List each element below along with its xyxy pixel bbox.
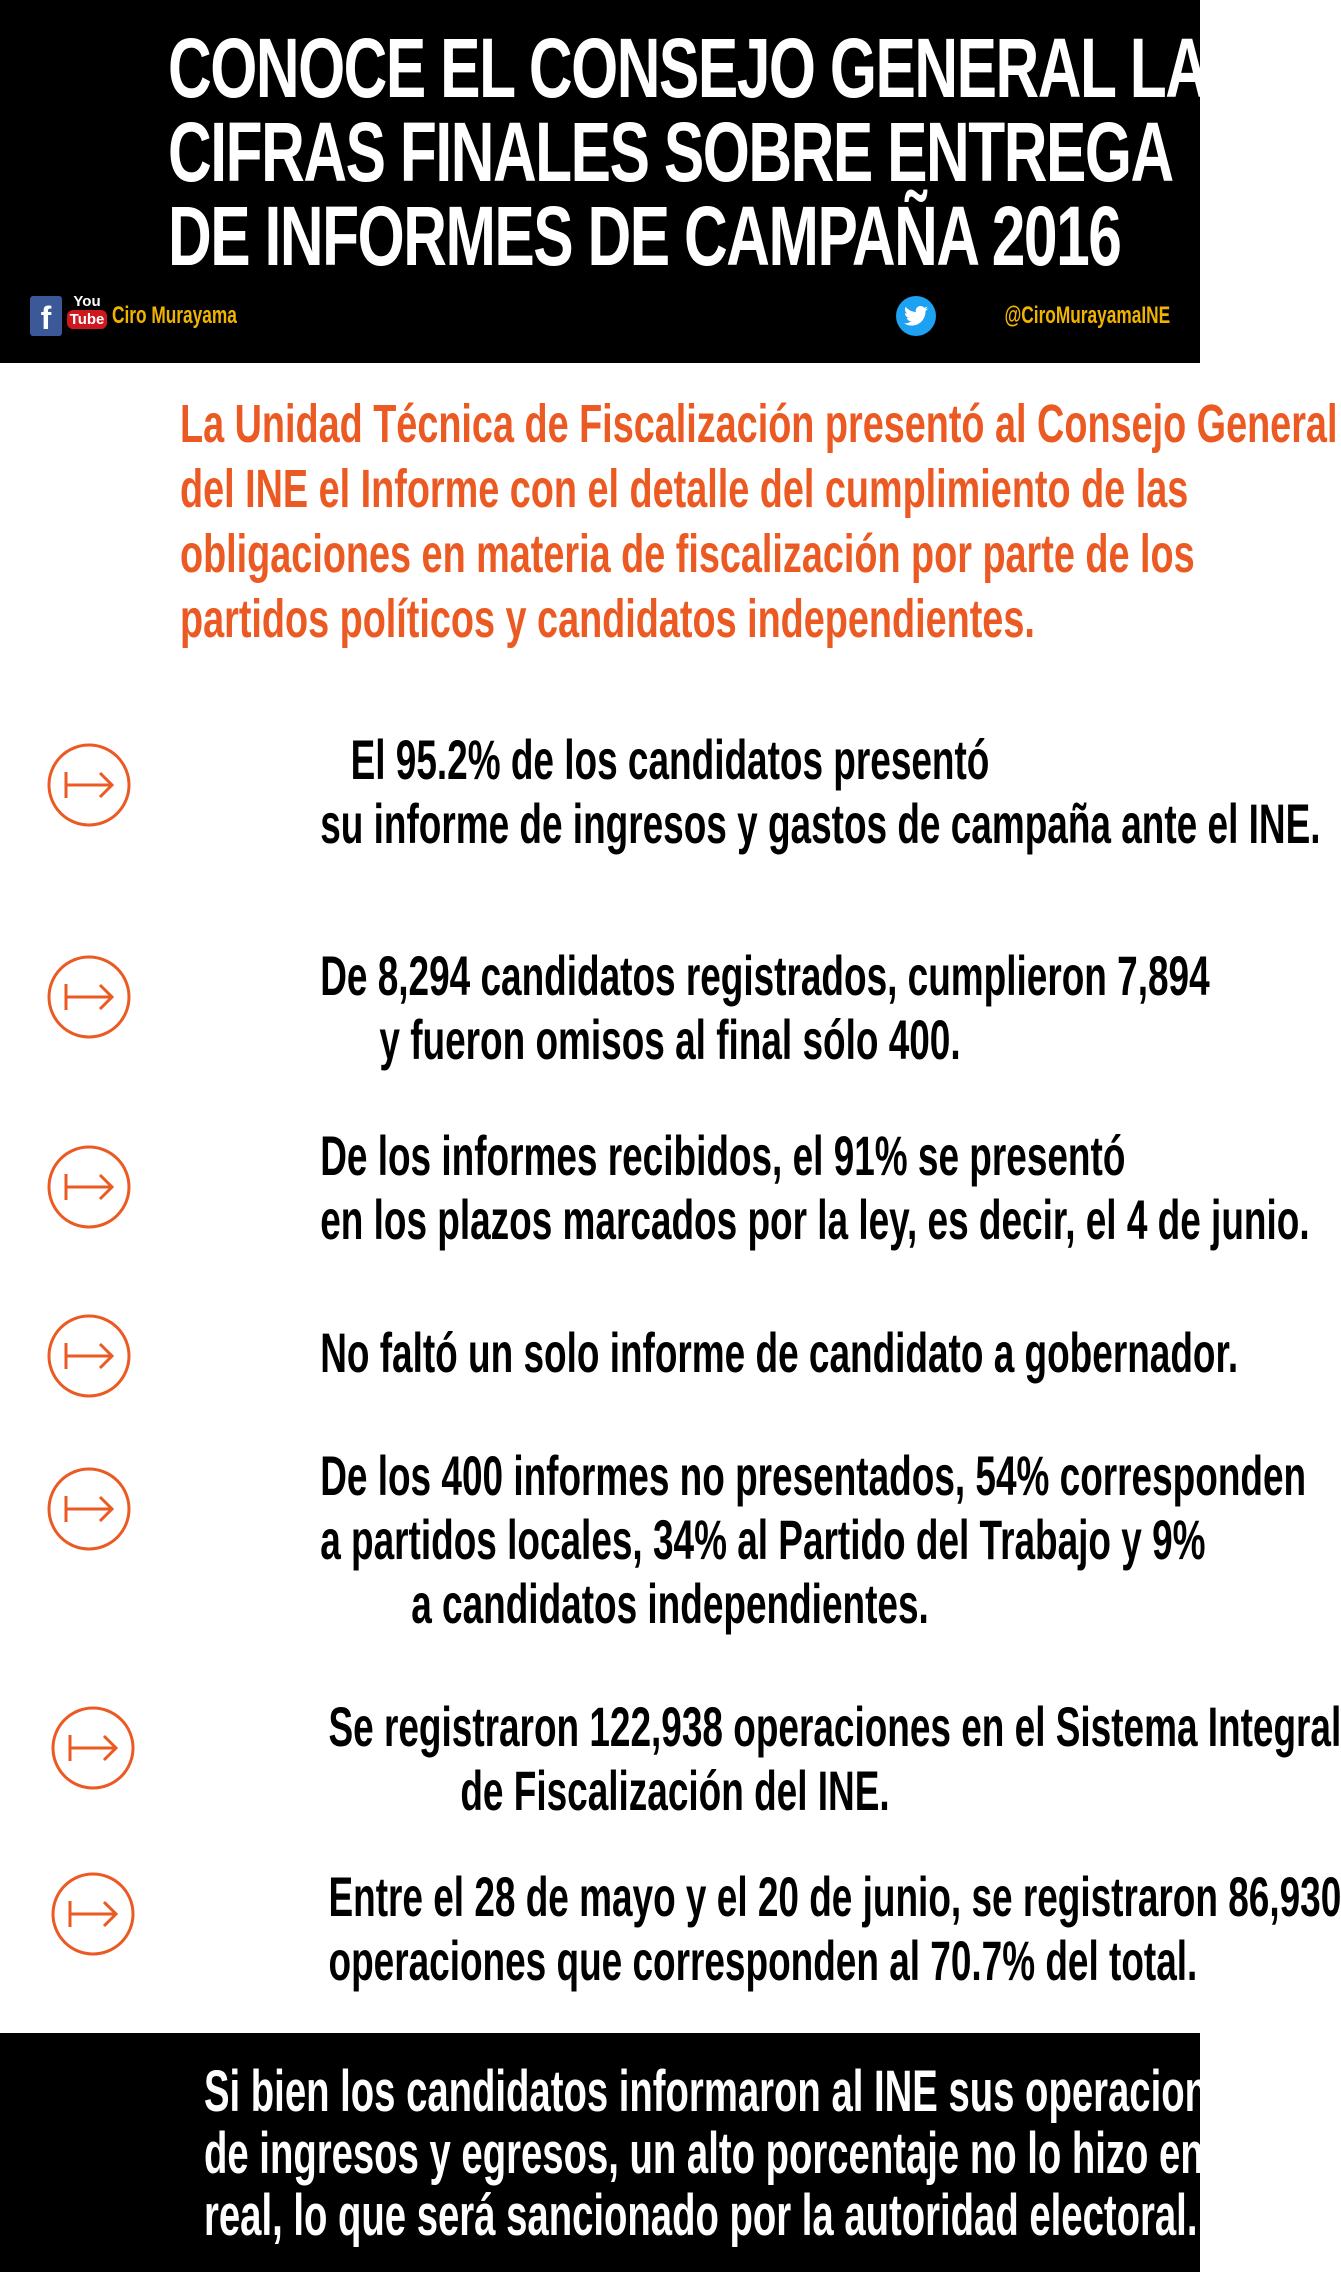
fact-line: No faltó un solo informe de candidato a gobernador. bbox=[320, 1321, 1239, 1384]
intro-paragraph bbox=[0, 392, 1338, 652]
youtube-icon-you: You bbox=[73, 293, 101, 310]
author-name[interactable]: Ciro Murayama bbox=[112, 302, 237, 329]
fact-text bbox=[150, 1865, 1341, 1993]
header-banner bbox=[0, 0, 1247, 363]
fact-line: operaciones que corresponden al 70.7% del total. bbox=[328, 1929, 1198, 1992]
title-line: DE INFORMES DE CAMPAÑA 2016 bbox=[167, 189, 1121, 283]
fact-line: Se registraron 122,938 operaciones en el Sistema Integral bbox=[328, 1695, 1341, 1758]
page-title bbox=[0, 21, 1247, 283]
fact-line: De los 400 informes no presentados, 54% corresponden bbox=[320, 1444, 1307, 1507]
fact-text bbox=[150, 1695, 1341, 1823]
fact-line: a candidatos independientes. bbox=[411, 1572, 929, 1635]
title-line: CONOCE EL CONSEJO GENERAL LAS bbox=[167, 21, 1247, 115]
intro-line: partidos políticos y candidatos independientes. bbox=[180, 589, 1035, 649]
intro-line: La Unidad Técnica de Fiscalización presentó al Consejo General bbox=[180, 394, 1338, 454]
fact-text bbox=[140, 1124, 1310, 1252]
footer-line: Si bien los candidatos informaron al INE sus operaciones bbox=[203, 2059, 1251, 2124]
fact-line: su informe de ingresos y gastos de campaña ante el INE. bbox=[320, 792, 1321, 855]
fact-text bbox=[140, 944, 1210, 1072]
arrow-right-circle-icon bbox=[46, 1144, 132, 1230]
fact-line: El 95.2% de los candidatos presentó bbox=[350, 728, 990, 791]
youtube-icon-tube: Tube bbox=[67, 310, 108, 329]
footer-line: de ingresos y egresos, un alto porcentaje no lo hizo en tiempo bbox=[203, 2121, 1340, 2186]
arrow-right-circle-icon bbox=[46, 742, 132, 828]
fact-line: y fueron omisos al final sólo 400. bbox=[379, 1008, 961, 1071]
social-links-left bbox=[30, 292, 285, 340]
title-line: CIFRAS FINALES SOBRE ENTREGA bbox=[167, 105, 1173, 199]
fact-text bbox=[140, 1321, 1239, 1385]
arrow-right-circle-icon bbox=[50, 1871, 136, 1957]
fact-line: Entre el 28 de mayo y el 20 de junio, se registraron 86,930 bbox=[328, 1865, 1341, 1928]
facebook-icon[interactable]: f bbox=[30, 296, 62, 336]
arrow-right-circle-icon bbox=[46, 1313, 132, 1399]
youtube-icon[interactable] bbox=[68, 293, 106, 339]
arrow-right-circle-icon bbox=[46, 1466, 132, 1552]
fact-line: en los plazos marcados por la ley, es decir, el 4 de junio. bbox=[320, 1188, 1310, 1251]
arrow-right-circle-icon bbox=[50, 1705, 136, 1791]
intro-line: obligaciones en materia de fiscalización por parte de los bbox=[180, 524, 1195, 584]
fact-line: a partidos locales, 34% al Partido del Trabajo y 9% bbox=[320, 1508, 1206, 1571]
social-links-right bbox=[896, 294, 1170, 338]
footer-text bbox=[0, 2059, 1340, 2248]
arrow-right-circle-icon bbox=[46, 954, 132, 1040]
twitter-handle[interactable]: @CiroMurayamaINE bbox=[1004, 302, 1170, 329]
intro-line: del INE el Informe con el detalle del cumplimiento de las bbox=[180, 459, 1189, 519]
fact-line: de Fiscalización del INE. bbox=[460, 1759, 890, 1822]
twitter-icon[interactable] bbox=[896, 296, 936, 336]
fact-text bbox=[140, 728, 1321, 856]
footer-line: real, lo que será sancionado por la autoridad electoral. bbox=[203, 2183, 1198, 2248]
fact-line: De 8,294 candidatos registrados, cumplieron 7,894 bbox=[320, 944, 1210, 1007]
fact-line: De los informes recibidos, el 91% se presentó bbox=[320, 1124, 1126, 1187]
footer-banner bbox=[0, 2033, 1340, 2272]
fact-text bbox=[140, 1444, 1307, 1636]
